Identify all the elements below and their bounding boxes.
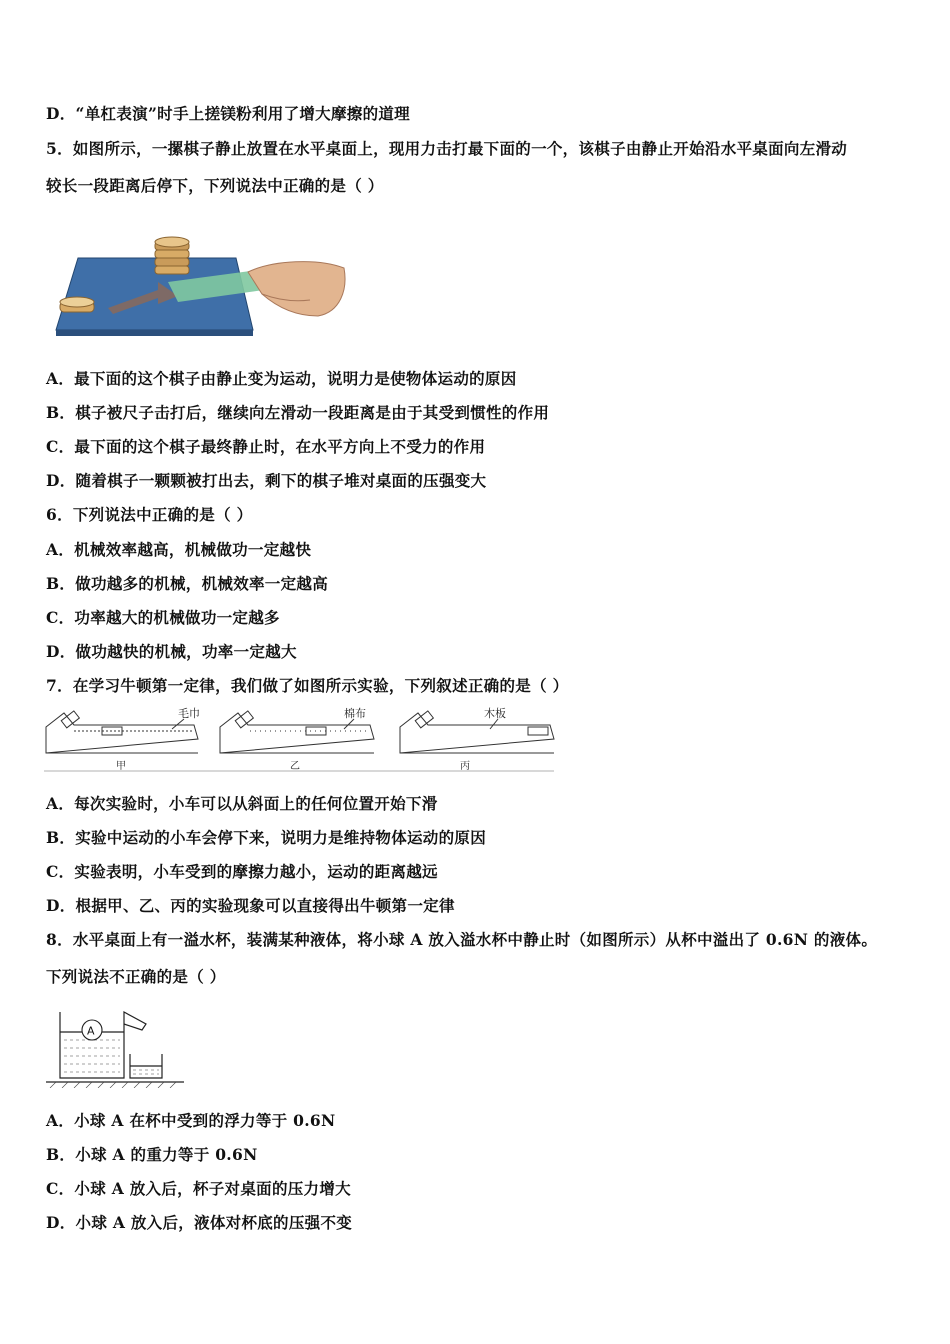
option-a-q5: A．最下面的这个棋子由静止变为运动，说明力是使物体运动的原因 [46, 369, 517, 388]
question-8-text-cont: 下列说法不正确的是（ ） [46, 967, 226, 986]
caption-jia: 甲 [116, 761, 126, 772]
question-5-text-cont: 较长一段距离后停下，下列说法中正确的是（ ） [46, 176, 384, 195]
option-c-q6: C．功率越大的机械做功一定越多 [46, 608, 280, 627]
surface-label-cotton: 棉布 [344, 707, 366, 720]
option-a-q8: A．小球 A 在杯中受到的浮力等于 0.6N [46, 1111, 336, 1130]
ball-a-label: A [87, 1024, 95, 1038]
option-c-q5: C．最下面的这个棋子最终静止时，在水平方向上不受力的作用 [46, 437, 486, 456]
option-c-q7: C．实验表明，小车受到的摩擦力越小，运动的距离越远 [46, 862, 438, 881]
option-b-q5: B．棋子被尺子击打后，继续向左滑动一段距离是由于其受到惯性的作用 [46, 403, 550, 422]
question-6-text: 6．下列说法中正确的是（ ） [46, 505, 253, 524]
option-d-q6: D．做功越快的机械，功率一定越大 [46, 642, 297, 661]
option-d-q8: D．小球 A 放入后，液体对杯底的压强不变 [46, 1213, 353, 1232]
checker-stack-figure [48, 230, 353, 344]
caption-bing: 丙 [460, 761, 470, 772]
option-d-q5: D．随着棋子一颗颗被打出去，剩下的棋子堆对桌面的压强变大 [46, 471, 487, 490]
question-8-text: 8．水平桌面上有一溢水杯，装满某种液体，将小球 A 放入溢水杯中静止时（如图所示）从杯中溢出了 0.6N 的液体。 [46, 930, 878, 949]
question-7-text: 7．在学习牛顿第一定律，我们做了如图所示实验，下列叙述正确的是（ ） [46, 676, 569, 695]
option-b-q8: B．小球 A 的重力等于 0.6N [46, 1145, 258, 1164]
option-b-q7: B．实验中运动的小车会停下来，说明力是维持物体运动的原因 [46, 828, 487, 847]
option-c-q8: C．小球 A 放入后，杯子对桌面的压力增大 [46, 1179, 351, 1198]
option-d-q7: D．根据甲、乙、丙的实验现象可以直接得出牛顿第一定律 [46, 896, 455, 915]
option-b-q6: B．做功越多的机械，机械效率一定越高 [46, 574, 329, 593]
newton-first-law-figure [44, 705, 556, 779]
option-d-q4: D．“单杠表演”时手上搓镁粉利用了增大摩擦的道理 [46, 104, 410, 123]
caption-yi: 乙 [290, 761, 300, 772]
surface-label-towel: 毛巾 [178, 707, 200, 720]
overflow-cup-figure [44, 1006, 189, 1092]
option-a-q7: A．每次实验时，小车可以从斜面上的任何位置开始下滑 [46, 794, 438, 813]
surface-label-wood: 木板 [484, 707, 506, 720]
question-5-text: 5．如图所示，一摞棋子静止放置在水平桌面上，现用力击打最下面的一个，该棋子由静止开始沿水平桌面向左滑动 [46, 139, 848, 158]
option-a-q6: A．机械效率越高，机械做功一定越快 [46, 540, 312, 559]
